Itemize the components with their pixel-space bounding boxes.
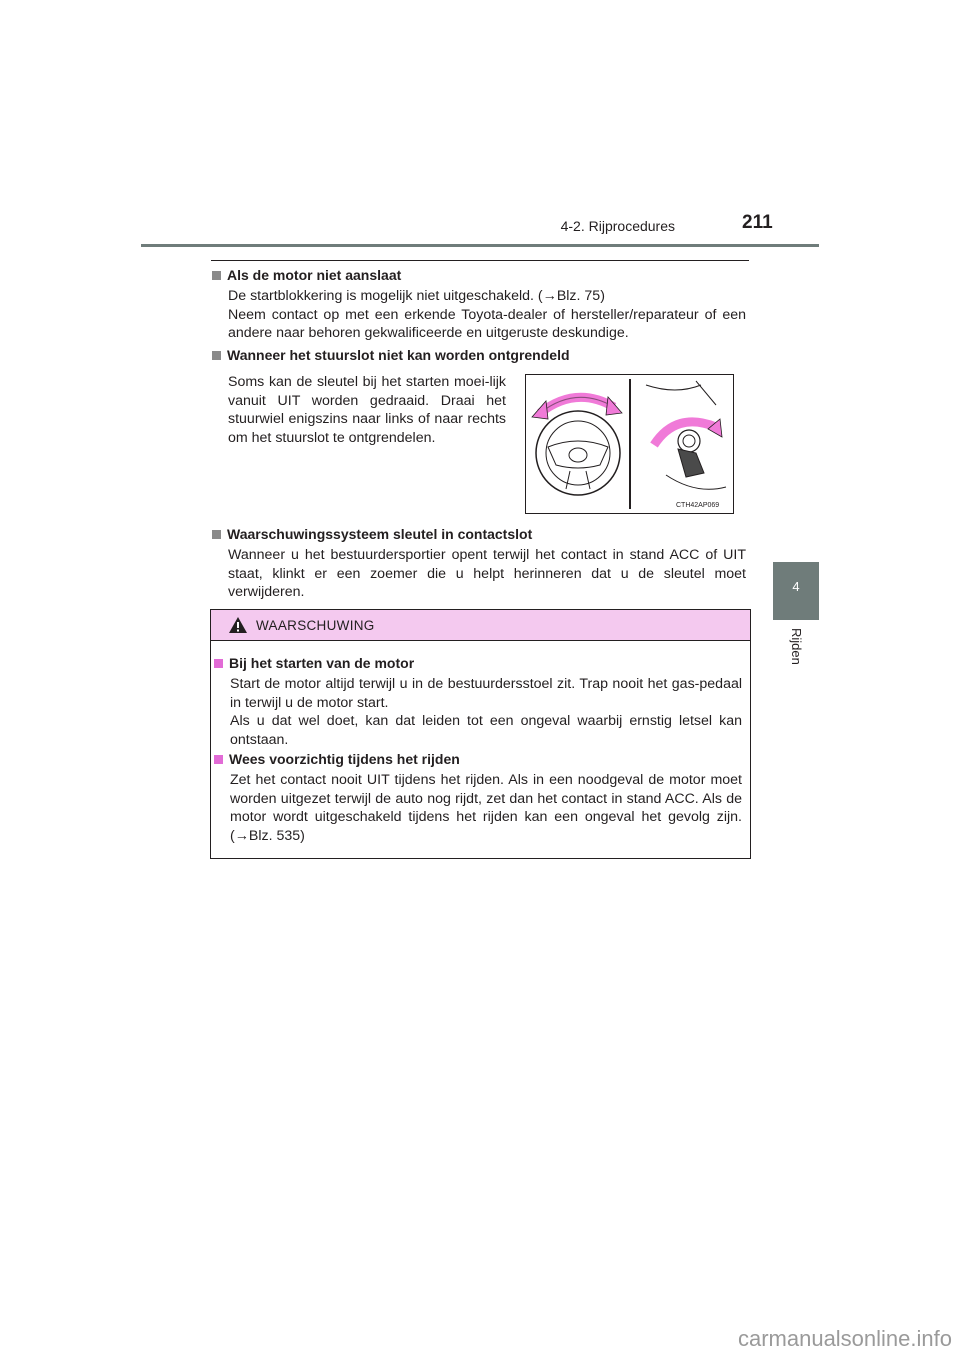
section-body: Soms kan de sleutel bij het starten moei-lijk vanuit UIT worden gedraaid. Draai het stuurwiel enigszins naar links of naar rechts om het stuurslot te ontgrendelen.: [228, 374, 506, 446]
section-heading: Waarschuwingssysteem sleutel in contactslot: [212, 526, 532, 542]
square-bullet-icon: [212, 271, 221, 280]
header-rule: [141, 244, 819, 247]
warning-triangle-icon: [228, 616, 248, 634]
warning-header: [211, 610, 750, 641]
warning-title: WAARSCHUWING: [256, 618, 375, 633]
square-bullet-icon: [212, 351, 221, 360]
section-heading: Wanneer het stuurslot niet kan worden ontgrendeld: [212, 347, 570, 363]
section-body: De startblokkering is mogelijk niet uitgeschakeld. (→Blz. 75) Neem contact op met een erkende Toyota-dealer of hersteller/reparateur of een andere naar behoren gekwalificeerde en uitgeruste deskundige.: [228, 288, 746, 341]
square-bullet-icon: [214, 755, 223, 764]
section-title: 4-2. Rijprocedures: [560, 218, 675, 234]
warning-item-body: Start de motor altijd terwijl u in de bestuurdersstoel zit. Trap nooit het gas-pedaal in terwijl u de motor start. Als u dat wel doet, kan dat leiden tot een ongeval waarbij ernstig letsel kan ontstaan.: [230, 676, 742, 748]
section-heading: Als de motor niet aanslaat: [212, 267, 401, 283]
chapter-tab[interactable]: [773, 562, 819, 620]
steering-lock-illustration: [525, 374, 734, 514]
square-bullet-icon: [214, 659, 223, 668]
warning-item-heading: Bij het starten van de motor: [214, 655, 414, 671]
section-body: Wanneer u het bestuurdersportier opent terwijl het contact in stand ACC of UIT staat, klinkt er een zoemer die u helpt herinneren dat u de sleutel moet verwijderen.: [228, 547, 746, 600]
warning-item-body: Zet het contact nooit UIT tijdens het rijden. Als in een noodgeval de motor moet worden uitgezet terwijl de auto nog rijdt, zet dan het contact in stand ACC. Als de motor wordt uitgeschakeld tijdens het rijden kan een ongeval het gevolg zijn. (→Blz. 535): [230, 772, 742, 844]
chapter-number: 4: [792, 579, 800, 594]
content-top-rule: [211, 260, 749, 261]
square-bullet-icon: [212, 530, 221, 539]
chapter-label: Rijden: [789, 628, 804, 665]
warning-item-heading: Wees voorzichtig tijdens het rijden: [214, 751, 460, 767]
watermark: carmanualsonline.info: [737, 1326, 952, 1351]
page-number: 211: [742, 212, 773, 233]
warning-box: [210, 609, 751, 859]
steering-wheel-key-icon: [526, 375, 733, 513]
figure-caption: CTH42AP069: [676, 502, 720, 509]
